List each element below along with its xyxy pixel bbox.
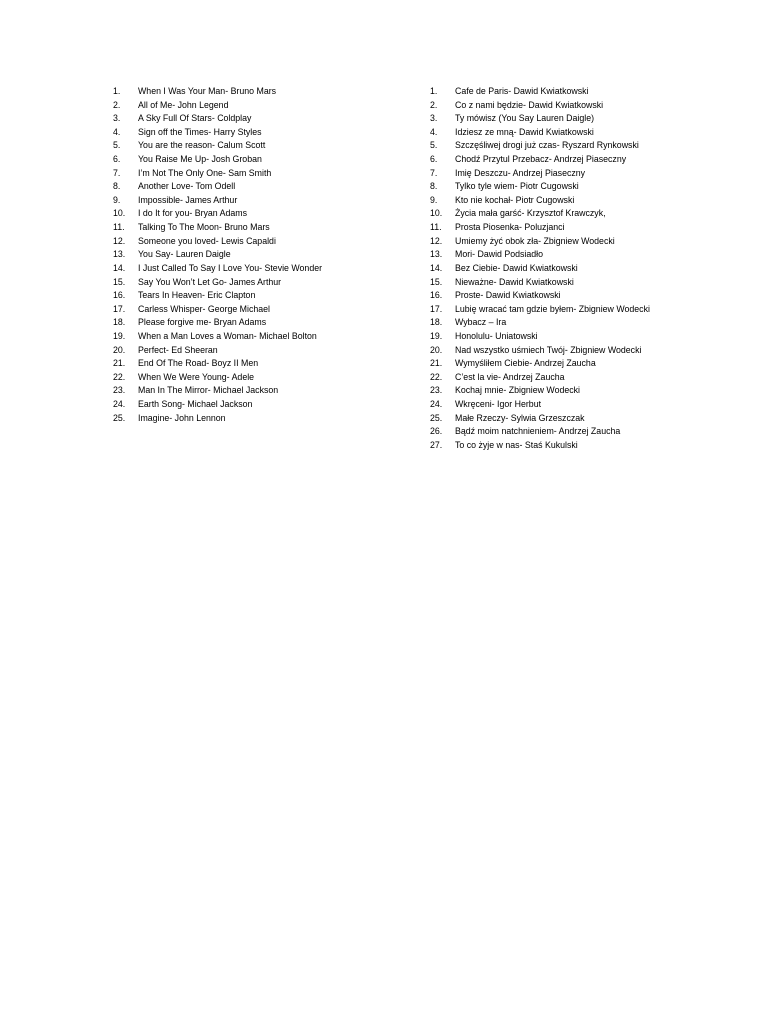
list-item (430, 153, 730, 167)
list-item-number: 11. (113, 222, 125, 233)
list-item (430, 316, 730, 330)
list-item (430, 384, 730, 398)
list-item (430, 412, 730, 426)
list-item-song: Talking To The Moon- Bruno Mars (138, 222, 270, 233)
list-item-song: Wybacz – Ira (455, 317, 507, 328)
list-item-song: Nieważne- Dawid Kwiatkowski (455, 276, 574, 287)
list-item-song: You are the reason- Calum Scott (138, 140, 266, 151)
list-item-song: Someone you loved- Lewis Capaldi (138, 235, 276, 246)
list-item-song: All of Me- John Legend (138, 99, 229, 110)
list-item-number: 27. (430, 439, 443, 450)
list-item-song: Mori- Dawid Podsiadło (455, 249, 544, 260)
list-item-song: Tylko tyle wiem- Piotr Cugowski (455, 181, 579, 192)
list-item-song: Imię Deszczu- Andrzej Piaseczny (455, 167, 586, 178)
list-item-number: 22. (430, 371, 443, 382)
list-item-number: 17. (430, 303, 443, 314)
list-item-song: Impossible- James Arthur (138, 194, 238, 205)
list-item-song: Sign off the Times- Harry Styles (138, 126, 262, 137)
list-item-song: Wymyśliłem Ciebie- Andrzej Zaucha (455, 358, 596, 369)
list-item-song: Bądź moim natchnieniem- Andrzej Zaucha (455, 426, 621, 437)
list-item-number: 4. (430, 126, 438, 137)
list-item (430, 167, 730, 181)
list-item-number: 23. (430, 385, 443, 396)
list-item-song: Małe Rzeczy- Sylwia Grzeszczak (455, 412, 585, 423)
list-item (113, 235, 413, 249)
list-item-song: Say You Won’t Let Go- James Arthur (138, 276, 282, 287)
list-item-number: 20. (430, 344, 443, 355)
list-item-number: 18. (430, 317, 443, 328)
list-item (113, 276, 413, 290)
list-item (113, 153, 413, 167)
list-item-number: 9. (430, 194, 438, 205)
list-item-song: Wkręceni- Igor Herbut (455, 399, 542, 410)
list-item-number: 5. (430, 140, 438, 151)
list-item (113, 112, 413, 126)
list-item-song: Kto nie kochał- Piotr Cugowski (455, 194, 575, 205)
list-item-number: 12. (430, 235, 443, 246)
list-item-song: Imagine- John Lennon (138, 412, 226, 423)
list-item-song: I’m Not The Only One- Sam Smith (138, 167, 272, 178)
list-item-song: When a Man Loves a Woman- Michael Bolton (138, 330, 317, 341)
list-item-song: You Say- Lauren Daigle (138, 249, 231, 260)
list-item-number: 22. (113, 371, 126, 382)
list-item-number: 11. (430, 222, 442, 233)
list-item-song: Honolulu- Uniatowski (455, 330, 538, 341)
list-item (113, 357, 413, 371)
list-item (430, 99, 730, 113)
list-item-song: To co żyje w nas- Staś Kukulski (455, 439, 578, 450)
list-item-song: Umiemy żyć obok zła- Zbigniew Wodecki (455, 235, 615, 246)
list-item-number: 23. (113, 385, 126, 396)
list-item-number: 13. (113, 249, 126, 260)
list-item-number: 15. (113, 276, 126, 287)
list-item-number: 19. (113, 330, 126, 341)
list-item (430, 398, 730, 412)
list-item-number: 9. (113, 194, 121, 205)
list-item (113, 289, 413, 303)
list-item (430, 85, 730, 99)
list-item-song: I do It for you- Bryan Adams (138, 208, 248, 219)
list-item (113, 99, 413, 113)
list-item-number: 16. (113, 290, 126, 301)
list-item-number: 20. (113, 344, 126, 355)
list-item-number: 21. (113, 358, 126, 369)
list-item-number: 7. (430, 167, 438, 178)
list-item-number: 1. (113, 86, 121, 96)
list-item (430, 194, 730, 208)
list-item-song: Earth Song- Michael Jackson (138, 399, 253, 410)
list-item-number: 15. (430, 276, 443, 287)
right-song-list (430, 85, 730, 452)
list-item (430, 357, 730, 371)
list-item-number: 14. (113, 262, 126, 273)
list-item (430, 303, 730, 317)
list-item-number: 6. (430, 154, 438, 165)
list-item (113, 167, 413, 181)
list-item-number: 8. (113, 181, 121, 192)
list-item (430, 235, 730, 249)
list-item-number: 25. (430, 412, 443, 423)
list-item-number: 24. (430, 399, 443, 410)
list-item (430, 207, 730, 221)
list-item-number: 24. (113, 399, 126, 410)
list-item-song: Ty mówisz (You Say Lauren Daigle) (455, 113, 595, 124)
list-item (430, 276, 730, 290)
list-item-number: 2. (430, 99, 438, 110)
list-item (113, 207, 413, 221)
list-item (430, 439, 730, 453)
list-item (430, 180, 730, 194)
list-item-song: Prosta Piosenka- Poluzjanci (455, 222, 565, 233)
list-item-song: You Raise Me Up- Josh Groban (138, 154, 262, 165)
list-item-number: 18. (113, 317, 126, 328)
list-item-number: 7. (113, 167, 121, 178)
list-item (430, 221, 730, 235)
list-item-song: Nad wszystko uśmiech Twój- Zbigniew Wodecki (455, 344, 642, 355)
list-item-number: 2. (113, 99, 121, 110)
list-item (113, 371, 413, 385)
list-item-number: 5. (113, 140, 121, 151)
list-item-song: Cafe de Paris- Dawid Kwiatkowski (455, 86, 589, 96)
list-item-number: 3. (113, 113, 121, 124)
left-song-list (113, 85, 413, 425)
list-item-number: 17. (113, 303, 126, 314)
list-item-song: Perfect- Ed Sheeran (138, 344, 218, 355)
list-item (430, 112, 730, 126)
list-item-song: When We Were Young- Adele (138, 371, 255, 382)
list-item-song: Proste- Dawid Kwiatkowski (455, 290, 561, 301)
list-item-number: 14. (430, 262, 443, 273)
list-item (113, 194, 413, 208)
list-item (113, 126, 413, 140)
list-item-song: Carless Whisper- George Michael (138, 303, 270, 314)
list-item-song: End Of The Road- Boyz II Men (138, 358, 259, 369)
list-item (430, 262, 730, 276)
list-item (113, 180, 413, 194)
list-item (113, 330, 413, 344)
list-item (113, 412, 413, 426)
list-item-song: Tears In Heaven- Eric Clapton (138, 290, 256, 301)
list-item-number: 12. (113, 235, 126, 246)
list-item (113, 344, 413, 358)
list-item-number: 13. (430, 249, 443, 260)
list-item (113, 262, 413, 276)
list-item-number: 10. (113, 208, 126, 219)
list-item-song: Please forgive me- Bryan Adams (138, 317, 267, 328)
list-item (113, 303, 413, 317)
list-item-song: Bez Ciebie- Dawid Kwiatkowski (455, 262, 578, 273)
list-item-number: 4. (113, 126, 121, 137)
list-item-song: Życia mała garść- Krzysztof Krawczyk, (455, 208, 606, 219)
list-item (430, 248, 730, 262)
list-item-number: 26. (430, 426, 443, 437)
list-item (113, 221, 413, 235)
list-item-song: I Just Called To Say I Love You- Stevie Wonder (138, 262, 323, 273)
list-item (430, 425, 730, 439)
list-item-song: When I Was Your Man- Bruno Mars (138, 86, 277, 96)
list-item-song: A Sky Full Of Stars- Coldplay (138, 113, 252, 124)
list-item-number: 19. (430, 330, 443, 341)
list-item (430, 126, 730, 140)
list-item-number: 1. (430, 86, 438, 96)
list-item (430, 371, 730, 385)
list-item-number: 16. (430, 290, 443, 301)
list-item-number: 25. (113, 412, 126, 423)
list-item-number: 3. (430, 113, 438, 124)
list-item (113, 139, 413, 153)
list-item (430, 139, 730, 153)
list-item-song: Lubię wracać tam gdzie byłem- Zbigniew Wodecki (455, 303, 650, 314)
list-item-song: C’est la vie- Andrzej Zaucha (455, 371, 565, 382)
list-item-song: Man In The Mirror- Michael Jackson (138, 385, 279, 396)
list-item-song: Szczęśliwej drogi już czas- Ryszard Rynkowski (455, 140, 639, 151)
list-item (113, 248, 413, 262)
list-item-song: Another Love- Tom Odell (138, 181, 236, 192)
list-item-song: Kochaj mnie- Zbigniew Wodecki (455, 385, 581, 396)
list-item (113, 85, 413, 99)
list-item-number: 10. (430, 208, 443, 219)
list-item (113, 398, 413, 412)
list-item-song: Idziesz ze mną- Dawid Kwiatkowski (455, 126, 594, 137)
list-item-number: 21. (430, 358, 443, 369)
list-item-number: 6. (113, 154, 121, 165)
list-item (113, 384, 413, 398)
list-item (430, 289, 730, 303)
list-item (430, 330, 730, 344)
list-item-song: Chodź Przytul Przebacz- Andrzej Piaseczny (455, 154, 627, 165)
list-item-number: 8. (430, 181, 438, 192)
list-item-song: Co z nami będzie- Dawid Kwiatkowski (455, 99, 604, 110)
list-item (430, 344, 730, 358)
list-item (113, 316, 413, 330)
